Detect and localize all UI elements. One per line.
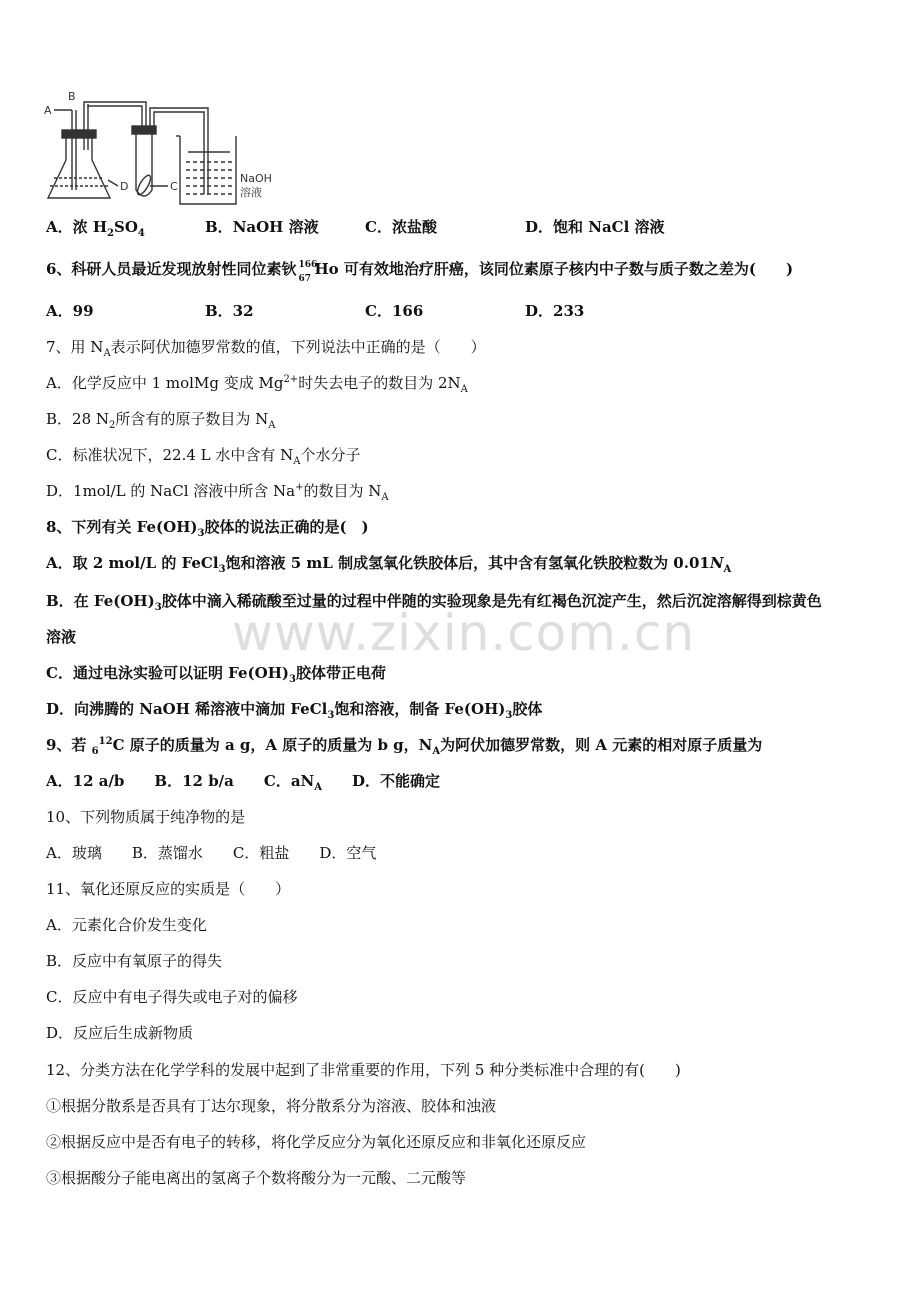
q6-option-a: A．99 — [46, 302, 94, 320]
figure-label-b: B — [68, 90, 76, 103]
figure-label-a: A — [44, 104, 52, 117]
q9-option-d: D．不能确定 — [352, 772, 441, 790]
q8-option-c: C．通过电泳实验可以证明 $Fe(OH)_3$胶体带正电荷 — [46, 664, 386, 685]
q8-option-b: B．在 $Fe(OH)_3$胶体中滴入稀硫酸至过量的过程中伴随的实验现象是先有红褐色沉淀产生，然后沉淀溶解得到棕黄色 — [46, 592, 822, 613]
figure-label-c: C — [170, 180, 178, 193]
q9-option-b: B．12 b/a — [154, 772, 234, 790]
q5-option-a: A．浓 $H_2SO_4$ — [46, 218, 145, 239]
q12-item-2: ②根据反应中是否有电子的转移，将化学反应分为氧化还原反应和非氧化还原反应 — [46, 1133, 587, 1151]
q11-option-b: B．反应中有氧原子的得失 — [46, 952, 223, 970]
q11-stem: 11、氧化还原反应的实质是（ ） — [46, 880, 291, 898]
q5-option-c: C．浓盐酸 — [365, 218, 437, 236]
q7-option-c: C．标准状况下，22.4 L 水中含有 $N_A$个水分子 — [46, 446, 361, 467]
q7-option-b: B．28 $N_2$所含有的原子数目为 $N_A$ — [46, 410, 276, 431]
q8-option-b-continued: 溶液 — [46, 628, 77, 646]
q6-option-d: D．233 — [525, 302, 585, 320]
q9-stem: 9、若 $_6^{12}$C 原子的质量为 a g，A 原子的质量为 b g，$N_A$为阿伏加德罗常数，则 A 元素的相对原子质量为 — [46, 736, 763, 757]
q10-option-b: B．蒸馏水 — [131, 844, 203, 862]
q7-option-a: A．化学反应中 1 molMg 变成 $Mg^{2+}$时失去电子的数目为 $2N_A$ — [46, 374, 468, 395]
q6-option-c: C．166 — [365, 302, 424, 320]
q10-options — [46, 843, 406, 863]
watermark: www.zixin.com.cn — [232, 604, 696, 662]
q7-stem: 7、用 $N_A$表示阿伏加德罗常数的值，下列说法中正确的是（ ） — [46, 338, 486, 359]
q10-option-d: D．空气 — [319, 844, 377, 862]
figure-label-d: D — [120, 180, 129, 193]
q10-option-a: A．玻璃 — [46, 844, 102, 862]
q8-option-a: A．取 2 mol/L 的 FeCl$_3$饱和溶液 5 mL 制成氢氧化铁胶体后，其中含有氢氧化铁胶粒数为 $0.01N_A$ — [46, 554, 732, 575]
q10-option-c: C．粗盐 — [232, 844, 290, 862]
q9-option-c: C．$aN_A$ — [263, 772, 323, 793]
q11-option-c: C．反应中有电子得失或电子对的偏移 — [46, 988, 298, 1006]
q9-options — [46, 771, 470, 791]
q12-stem: 12、分类方法在化学学科的发展中起到了非常重要的作用，下列 5 种分类标准中合理的有( ) — [46, 1061, 681, 1079]
q11-option-a: A．元素化合价发生变化 — [46, 916, 207, 934]
q7-option-d: D．1mol/L 的 NaCl 溶液中所含 Na+的数目为 $N_A$ — [46, 482, 389, 503]
q11-option-d: D．反应后生成新物质 — [46, 1024, 194, 1042]
figure-label-solution: 溶液 — [240, 186, 262, 199]
q8-option-d: D．向沸腾的 NaOH 稀溶液中滴加 FeCl$_3$饱和溶液，制备 $Fe(OH)_3$胶体 — [46, 700, 543, 721]
q9-option-a: A．12 a/b — [46, 772, 125, 790]
q8-stem: 8、下列有关 $Fe(OH)_3$胶体的说法正确的是( ) — [46, 518, 369, 539]
q6-option-b: B．32 — [205, 302, 254, 320]
q12-item-3: ③根据酸分子能电离出的氢离子个数将酸分为一元酸、二元酸等 — [46, 1169, 467, 1187]
q5-option-b: B．NaOH 溶液 — [205, 218, 319, 236]
q12-item-1: ①根据分散系是否具有丁达尔现象，将分散系分为溶液、胶体和浊液 — [46, 1097, 497, 1115]
q6-stem: 6、科研人员最近发现放射性同位素钬 166 67 Ho 可有效地治疗肝癌，该同位素原子核内中子数与质子数之差为( ) — [46, 260, 794, 284]
figure-label-naoh: NaOH — [240, 172, 272, 185]
q5-option-d: D．饱和 NaCl 溶液 — [525, 218, 665, 236]
q10-stem: 10、下列物质属于纯净物的是 — [46, 808, 246, 826]
apparatus-figure — [40, 90, 360, 210]
